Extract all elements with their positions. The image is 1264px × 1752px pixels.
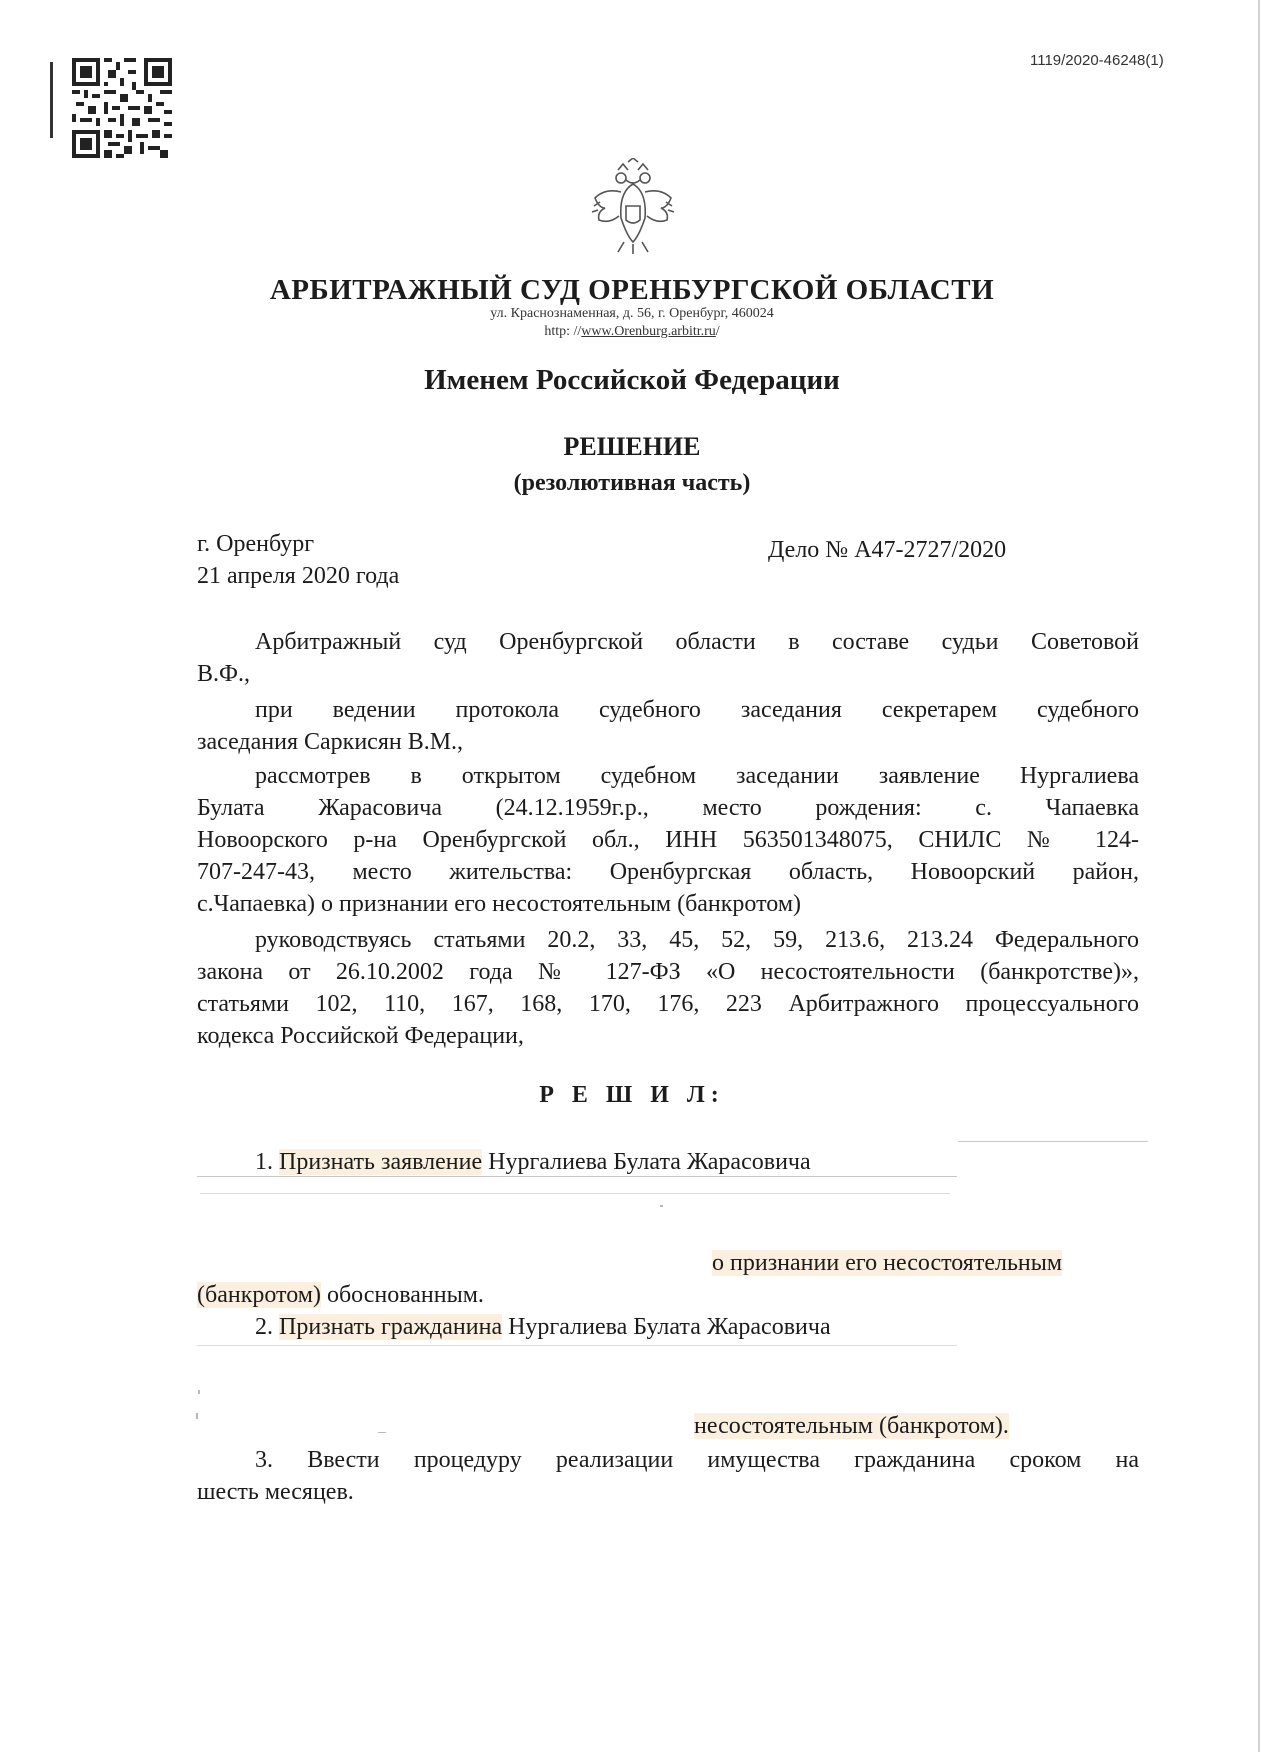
scan-edge xyxy=(1258,0,1260,1752)
court-address: ул. Краснознаменная, д. 56, г. Оренбург, 460024 xyxy=(490,306,774,321)
preamble-line: при ведении протокола судебного заседания секретарем судебного xyxy=(255,697,1139,723)
preamble-line: кодекса Российской Федерации, xyxy=(197,1023,524,1049)
item-1-end xyxy=(197,1279,484,1311)
highlighted-text: Признать заявление xyxy=(279,1149,483,1175)
highlighted-text: несостоятельным (банкротом). xyxy=(694,1413,1009,1439)
in-the-name-heading: Именем Российской Федерации xyxy=(424,364,840,396)
preamble-line: закона от 26.10.2002 года № 127-ФЗ «О несостоятельности (банкротстве)», xyxy=(197,959,1139,985)
qr-code-icon xyxy=(72,58,172,158)
preamble-line: статьями 102, 110, 167, 168, 170, 176, 223 Арбитражного процессуального xyxy=(197,991,1139,1017)
preamble-line: Новоорского р-на Оренбургской обл., ИНН 563501348075, СНИЛС № 124- xyxy=(197,827,1139,853)
preamble-line: с.Чапаевка) о признании его несостоятельным (банкротом) xyxy=(197,891,802,917)
document-id: 1119/2020-46248(1) xyxy=(1030,52,1164,69)
preamble-line: В.Ф., xyxy=(197,661,250,687)
scan-speck xyxy=(196,1413,198,1419)
preamble-line: руководствуясь статьями 20.2, 33, 45, 52, 59, 213.6, 213.24 Федерального xyxy=(255,927,1139,953)
redaction-edge xyxy=(197,1345,957,1346)
court-url xyxy=(0,324,1264,340)
redaction-edge xyxy=(200,1193,950,1194)
case-number: Дело № А47-2727/2020 xyxy=(768,537,1007,563)
item-2-line xyxy=(255,1311,831,1343)
preamble-line: заседания Саркисян В.М., xyxy=(197,729,464,755)
item-number: 1. xyxy=(255,1149,273,1175)
decision-subtitle: (резолютивная часть) xyxy=(513,470,751,496)
item-1-line xyxy=(255,1146,811,1178)
resolved-heading: Р Е Ш И Л: xyxy=(539,1082,725,1108)
url-suffix: / xyxy=(715,324,720,339)
decision-date: 21 апреля 2020 года xyxy=(197,563,400,589)
scan-speck xyxy=(378,1432,386,1433)
redaction-edge xyxy=(197,1176,957,1177)
preamble-line: Арбитражный суд Оренбургской области в составе судьи Советовой xyxy=(255,629,1139,655)
item-3-line: 3. Ввести процедуру реализации имущества гражданина сроком на xyxy=(255,1447,1139,1473)
court-website-link[interactable]: www.Orenburg.arbitr.ru xyxy=(581,324,716,339)
highlighted-text: Признать гражданина xyxy=(279,1314,503,1340)
preamble-line: 707-247-43, место жительства: Оренбургская область, Новоорский район, xyxy=(197,859,1139,885)
item-2-tail xyxy=(694,1410,1009,1442)
highlighted-text: о признании его несостоятельным xyxy=(712,1250,1063,1276)
coat-of-arms-icon xyxy=(588,158,678,258)
applicant-name: Нургалиева Булата Жарасовича xyxy=(488,1149,811,1175)
decision-heading: РЕШЕНИЕ xyxy=(563,432,701,461)
scan-speck xyxy=(198,1390,200,1394)
preamble-line: рассмотрев в открытом судебном заседании заявление Нургалиева xyxy=(255,763,1139,789)
debtor-name: Нургалиева Булата Жарасовича xyxy=(508,1314,831,1340)
item-1-tail xyxy=(712,1247,1062,1279)
scan-speck xyxy=(660,1205,663,1207)
redaction-edge xyxy=(958,1141,1148,1142)
city: г. Оренбург xyxy=(197,531,315,557)
item-3-line: шесть месяцев. xyxy=(197,1479,354,1505)
url-prefix: http: // xyxy=(544,324,582,339)
scan-margin-mark xyxy=(50,62,53,138)
highlighted-text: (банкротом) xyxy=(197,1282,321,1308)
item-number: 2. xyxy=(255,1314,273,1340)
item-1-conclusion: обоснованным. xyxy=(326,1282,484,1308)
preamble-line: Булата Жарасовича (24.12.1959г.р., место рождения: с. Чапаевка xyxy=(197,795,1139,821)
court-title: АРБИТРАЖНЫЙ СУД ОРЕНБУРГСКОЙ ОБЛАСТИ xyxy=(269,274,995,306)
